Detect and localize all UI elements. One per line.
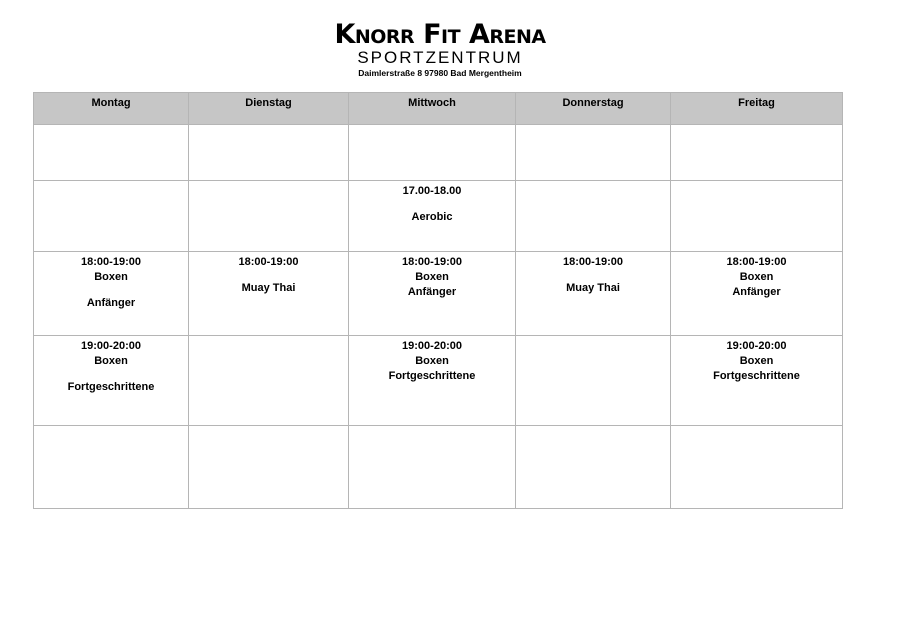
- schedule-entry: [349, 125, 515, 128]
- schedule-entry: [34, 252, 188, 311]
- schedule-cell-friday: [671, 426, 843, 509]
- schedule-entry: [349, 181, 515, 225]
- schedule-row: [34, 125, 843, 181]
- schedule-entry: [34, 181, 188, 184]
- schedule-cell-tuesday: [189, 426, 349, 509]
- schedule-cell-thursday: [516, 125, 671, 181]
- schedule-cell-thursday: [516, 181, 671, 252]
- schedule-entry: [516, 426, 670, 429]
- schedule-cell-monday: [34, 336, 189, 426]
- schedule-entry: [671, 426, 842, 429]
- gym-address: Daimlerstraße 8 97980 Bad Mergentheim: [358, 68, 522, 78]
- schedule-cell-wednesday: [349, 252, 516, 336]
- schedule-entry: [671, 336, 842, 384]
- schedule-cell-wednesday: [349, 336, 516, 426]
- schedule-entry: [349, 252, 515, 300]
- schedule-entry: [189, 426, 348, 429]
- class-time: 18:00-19:00: [81, 256, 141, 268]
- schedule-entry: [671, 252, 842, 300]
- schedule-cell-tuesday: [189, 181, 349, 252]
- schedule-entry: [189, 336, 348, 339]
- class-level: Anfänger: [86, 297, 136, 309]
- schedule-row: [34, 252, 843, 336]
- schedule-cell-tuesday: [189, 336, 349, 426]
- schedule-cell-monday: [34, 426, 189, 509]
- schedule-cell-monday: [34, 252, 189, 336]
- schedule-entry: [189, 125, 348, 128]
- class-time: 18:00-19:00: [726, 256, 787, 268]
- schedule-cell-monday: [34, 125, 189, 181]
- class-name: Aerobic: [411, 211, 453, 223]
- schedule-entry: [671, 181, 842, 184]
- schedule-cell-thursday: [516, 336, 671, 426]
- schedule-cell-wednesday: [349, 125, 516, 181]
- class-time: 18:00-19:00: [563, 256, 623, 268]
- class-name: Boxen: [739, 271, 774, 283]
- class-name: Muay Thai: [241, 282, 296, 294]
- day-header-wednesday: Mittwoch: [349, 93, 516, 125]
- gym-logo: [250, 20, 630, 79]
- schedule-row: [34, 336, 843, 426]
- class-name: Boxen: [415, 271, 449, 283]
- gym-name: Knorr Fit Arena: [334, 19, 546, 50]
- class-level: Anfänger: [732, 286, 781, 298]
- day-header-tuesday: Dienstag: [189, 93, 349, 125]
- class-level: Fortgeschrittene: [388, 370, 476, 382]
- class-name: Boxen: [94, 271, 128, 283]
- class-level: Fortgeschrittene: [67, 381, 155, 393]
- class-level: Fortgeschrittene: [713, 370, 800, 382]
- schedule-entry: [516, 181, 670, 184]
- schedule-entry: [516, 252, 670, 296]
- schedule-cell-wednesday: [349, 426, 516, 509]
- schedule-entry: [516, 125, 670, 128]
- class-time: 19:00-20:00: [81, 340, 141, 352]
- schedule-cell-tuesday: [189, 252, 349, 336]
- schedule-cell-friday: [671, 252, 843, 336]
- schedule-cell-wednesday: [349, 181, 516, 252]
- schedule-entry: [349, 336, 515, 384]
- schedule-row: [34, 426, 843, 509]
- class-time: 19:00-20:00: [402, 340, 462, 352]
- header-row: [34, 93, 843, 125]
- schedule-entry: [34, 336, 188, 395]
- class-name: Boxen: [94, 355, 128, 367]
- gym-subtitle: SPORTZENTRUM: [357, 48, 523, 67]
- schedule-entry: [34, 125, 188, 128]
- schedule-cell-tuesday: [189, 125, 349, 181]
- class-time: 18:00-19:00: [238, 256, 299, 268]
- day-header-friday: Freitag: [671, 93, 843, 125]
- class-time: 19:00-20:00: [726, 340, 787, 352]
- schedule-entry: [34, 426, 188, 429]
- schedule-entry: [189, 252, 348, 296]
- schedule-cell-thursday: [516, 426, 671, 509]
- class-time: 18:00-19:00: [402, 256, 462, 268]
- class-name: Boxen: [415, 355, 449, 367]
- schedule-entry: [349, 426, 515, 429]
- schedule-entry: [671, 125, 842, 128]
- class-name: Muay Thai: [566, 282, 620, 294]
- schedule-cell-friday: [671, 181, 843, 252]
- day-header-monday: Montag: [34, 93, 189, 125]
- schedule-cell-friday: [671, 125, 843, 181]
- schedule-entry: [516, 336, 670, 339]
- schedule-cell-monday: [34, 181, 189, 252]
- schedule-row: [34, 181, 843, 252]
- day-header-thursday: Donnerstag: [516, 93, 671, 125]
- schedule-cell-friday: [671, 336, 843, 426]
- class-level: Anfänger: [407, 286, 457, 298]
- class-time: 17.00-18.00: [402, 185, 462, 197]
- schedule-table: [33, 92, 843, 509]
- schedule-cell-thursday: [516, 252, 671, 336]
- schedule-entry: [189, 181, 348, 184]
- class-name: Boxen: [739, 355, 774, 367]
